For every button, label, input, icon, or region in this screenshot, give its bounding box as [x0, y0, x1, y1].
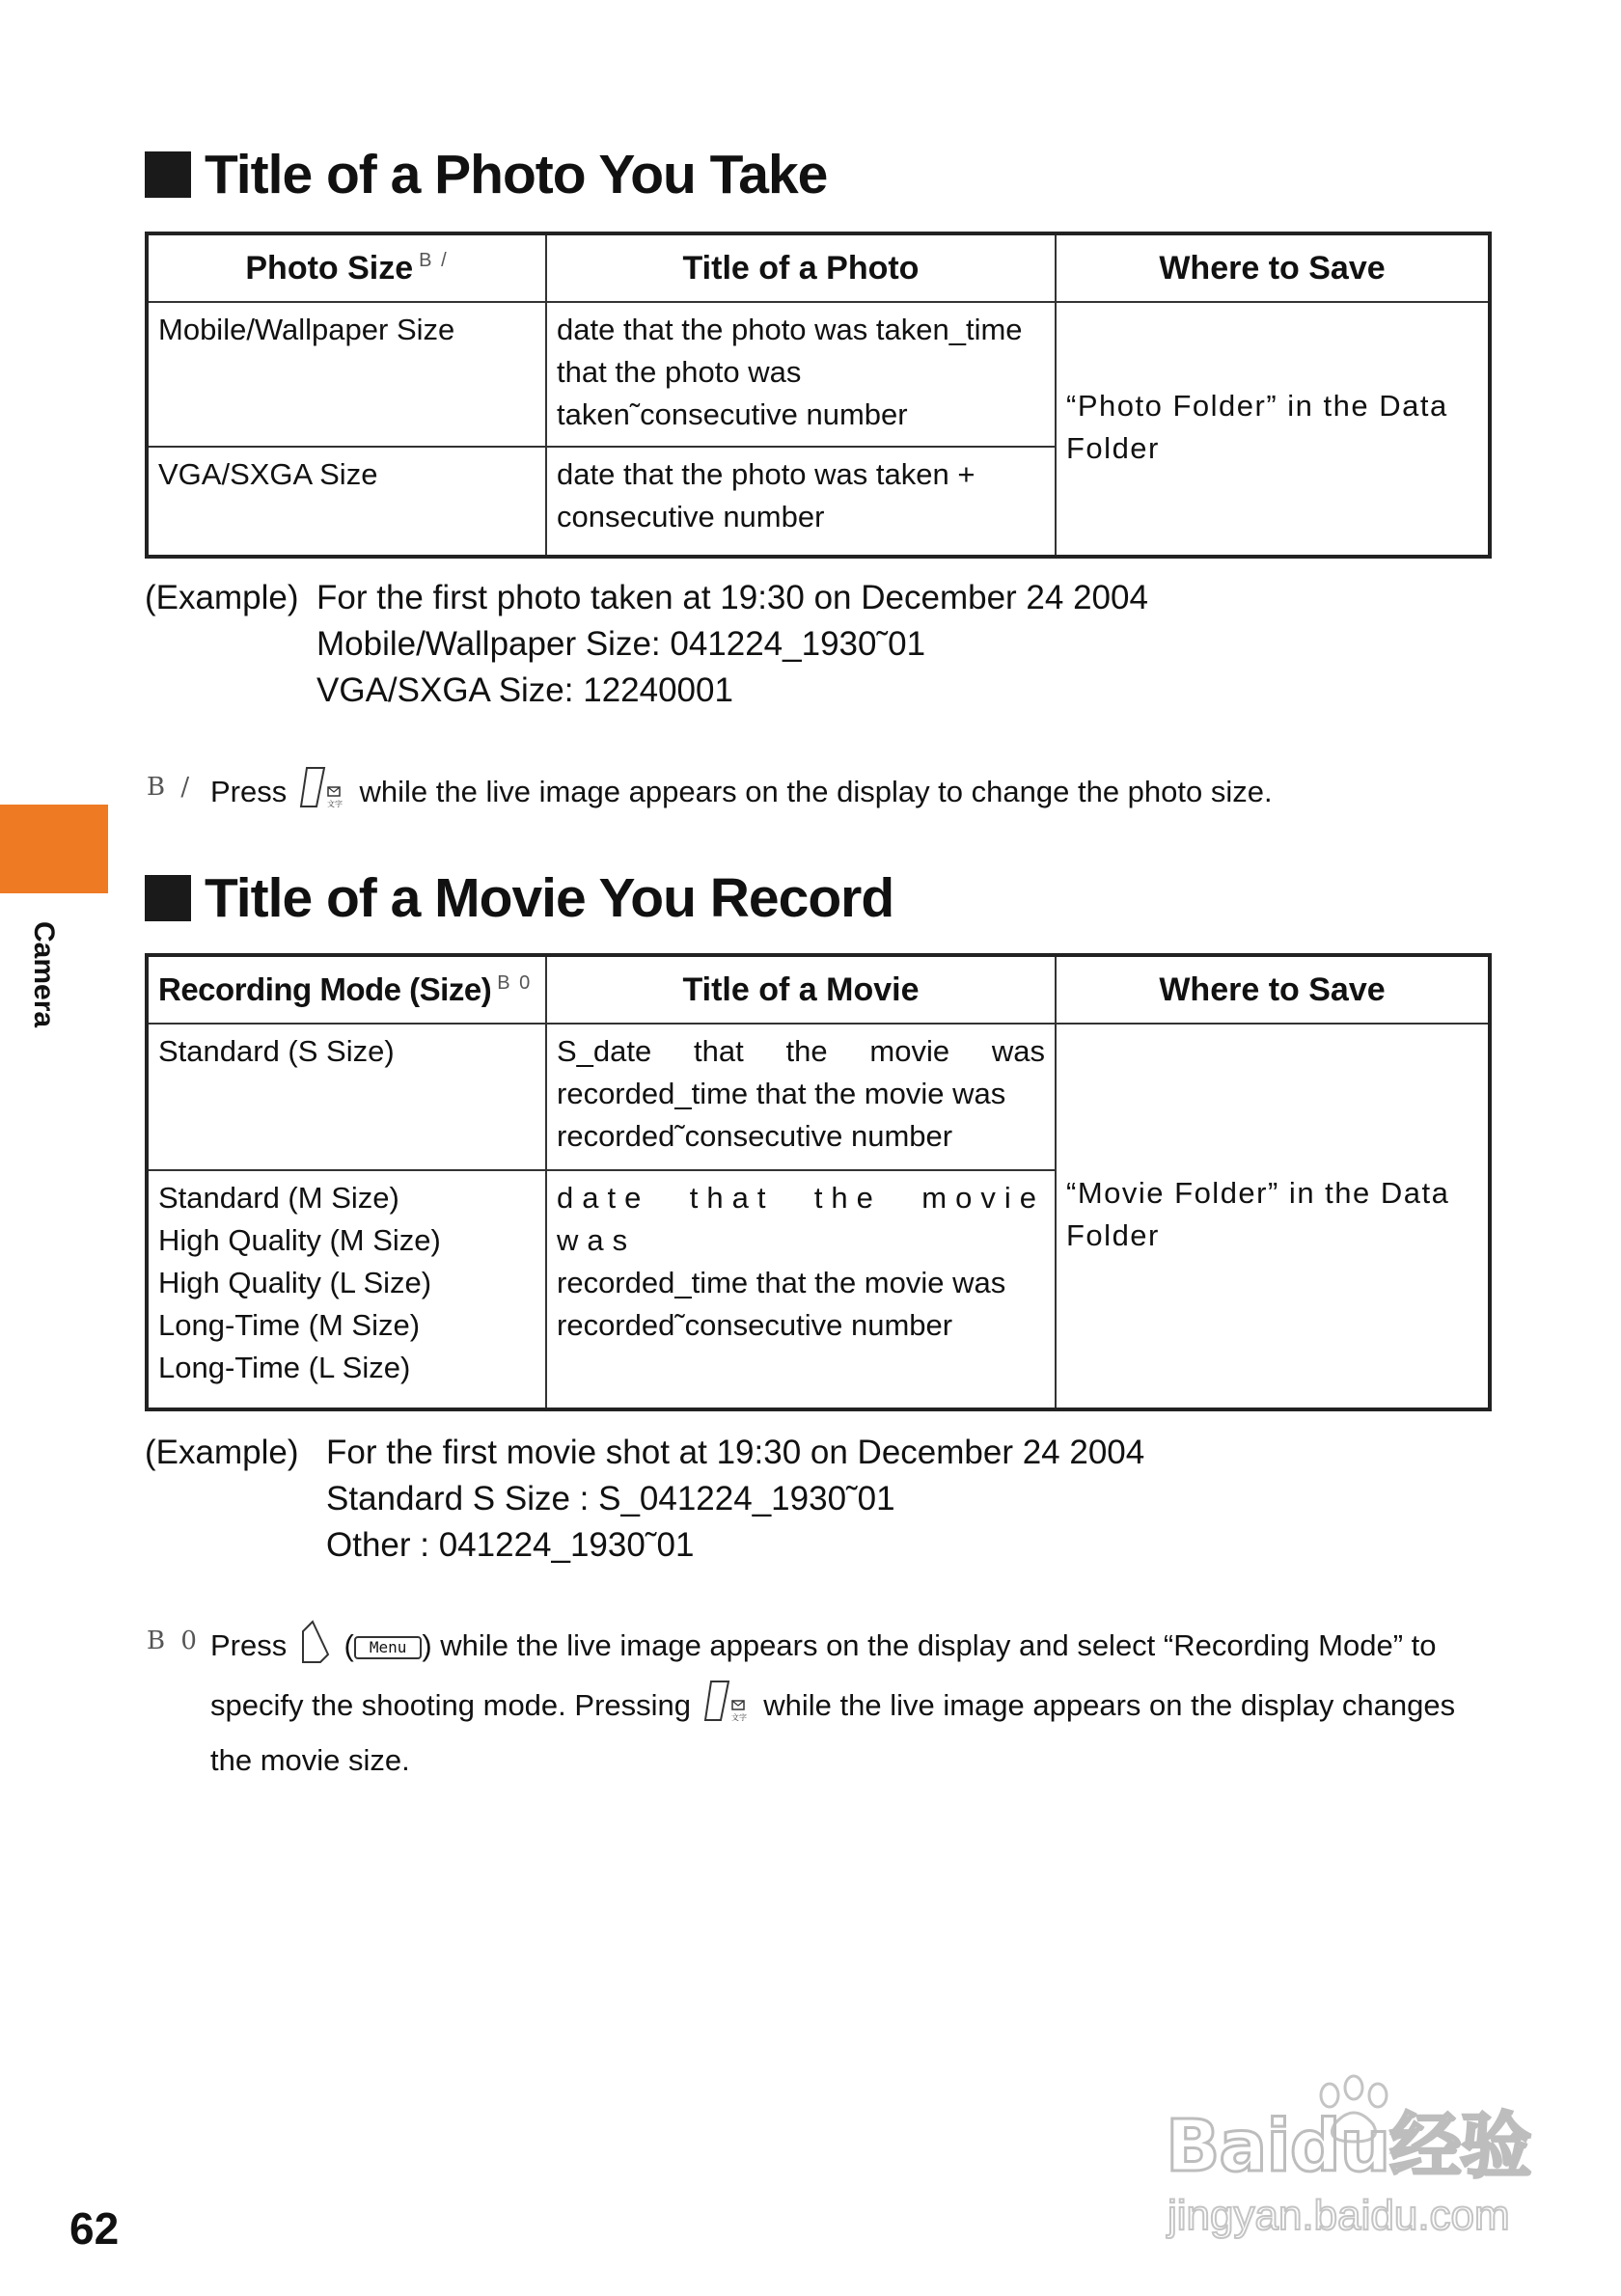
section-title-text: Title of a Movie You Record: [205, 867, 894, 929]
header-photo-size: Photo Size $^{B /}$: [147, 233, 546, 302]
watermark-logo: Baidu经验: [1166, 2105, 1531, 2188]
section-title-text: Title of a Photo You Take: [205, 144, 828, 205]
photo-example: [145, 575, 1148, 714]
movie-example: [145, 1430, 1144, 1569]
note-text: Press: [210, 775, 288, 809]
table-cell-size: Mobile/Wallpaper Size: [147, 302, 546, 447]
footnote-mark: B /: [419, 250, 449, 272]
note-text: ) while the live image appears on the display and select “Recording Mode” to specify the shooting mode. Pressing: [210, 1628, 1437, 1723]
table-cell-title: date that the movie was recorded_time that the movie was recorded˜consecutive number: [546, 1170, 1056, 1409]
baidu-watermark: [1156, 2074, 1542, 2257]
example-line: Mobile/Wallpaper Size: 041224_1930˜01: [316, 625, 926, 663]
photo-size-note: [147, 764, 1497, 824]
table-cell-title: date that the photo was taken + consecutive number: [546, 447, 1056, 557]
chapter-label: Camera: [28, 921, 60, 1028]
example-line: Other : 041224_1930˜01: [326, 1526, 695, 1564]
svg-text:文字: 文字: [326, 800, 343, 808]
note-text: while the live image appears on the display to change the photo size.: [359, 775, 1273, 809]
movie-size-note: B 0 Press ( Menu ) while the live image appears on the display and select “Recording Mode” to specify the shooting mode. Pressing 文字 while the live image appears on the display changes the movie size.: [147, 1618, 1497, 1784]
heading-square-icon: [145, 875, 191, 921]
table-cell-mode: Standard (S Size): [147, 1024, 546, 1170]
note-text: Press: [210, 1628, 288, 1663]
page-number: 62: [69, 2203, 120, 2254]
footnote-mark: B 0: [497, 972, 533, 994]
menu-key-icon: Menu: [354, 1636, 423, 1659]
example-label: (Example): [145, 579, 299, 616]
example-line: VGA/SXGA Size: 12240001: [316, 671, 733, 709]
footnote-mark: B 0: [147, 1626, 201, 1655]
movie-title-table: [145, 953, 1492, 1411]
section-title-photo: [145, 143, 827, 206]
note-text: while the live image appears on the display changes the movie size.: [210, 1688, 1456, 1777]
header-where-to-save: Where to Save: [1056, 955, 1490, 1024]
soft-key-icon: [299, 1618, 332, 1678]
example-line: Standard S Size : S_041224_1930˜01: [326, 1480, 895, 1517]
svg-text:文字: 文字: [730, 1713, 747, 1722]
header-where-to-save: Where to Save: [1056, 233, 1490, 302]
table-cell-save-location: “Movie Folder” in the Data Folder: [1056, 1024, 1490, 1409]
table-cell-title: S_date that the movie was recorded_time that the movie was recorded˜consecutive number: [546, 1024, 1056, 1170]
header-title-of-movie: Title of a Movie: [546, 955, 1056, 1024]
example-line: For the first movie shot at 19:30 on December 24 2004: [326, 1434, 1145, 1471]
chapter-tab: [0, 805, 108, 893]
mail-key-icon: [299, 764, 347, 824]
table-cell-mode: Standard (M Size) High Quality (M Size) High Quality (L Size) Long-Time (M Size) Long-Time (L Size): [147, 1170, 546, 1409]
heading-square-icon: [145, 151, 191, 198]
photo-title-table: [145, 232, 1492, 559]
header-recording-mode: Recording Mode (Size) $^{B 0}$: [147, 955, 546, 1024]
header-title-of-photo: Title of a Photo: [546, 233, 1056, 302]
table-cell-title: date that the photo was taken_time that the photo was taken˜consecutive number: [546, 302, 1056, 447]
table-cell-save-location: “Photo Folder” in the Data Folder: [1056, 302, 1490, 557]
example-line: For the first photo taken at 19:30 on December 24 2004: [316, 579, 1148, 616]
footnote-mark: B /: [147, 773, 194, 802]
section-title-movie: [145, 866, 893, 930]
watermark-url: jingyan.baidu.com: [1168, 2192, 1510, 2239]
example-label: (Example): [145, 1434, 299, 1471]
table-cell-size: VGA/SXGA Size: [147, 447, 546, 557]
mail-key-icon: [703, 1678, 752, 1737]
